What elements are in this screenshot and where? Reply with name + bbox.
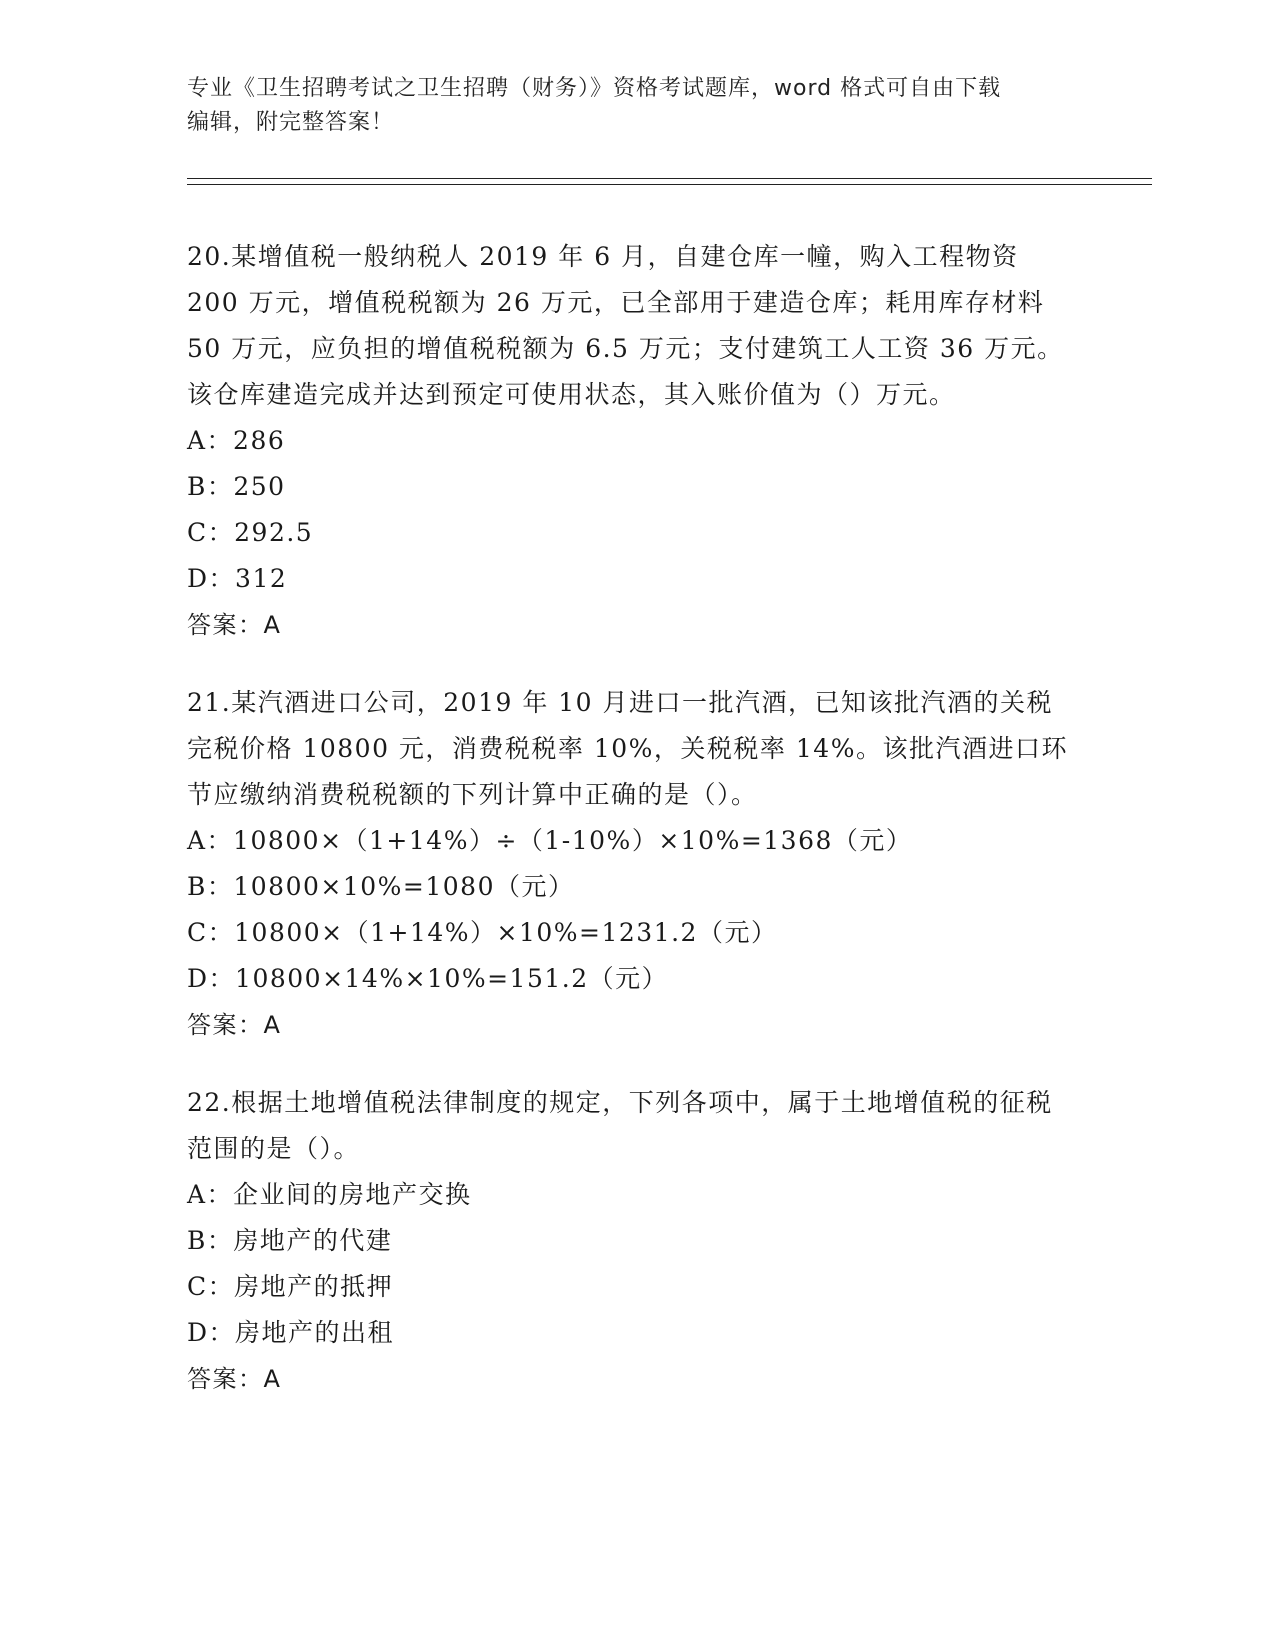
option-a: A：企业间的房地产交换 bbox=[187, 1180, 472, 1209]
question-stem: 21.某汽酒进口公司，2019 年 10 月进口一批汽酒，已知该批汽酒的关税完税价格 10800 元，消费税税率 10%，关税税率 14%。该批汽酒进口环节应缴纳消费税税额的下列计算中正确的是（）。 bbox=[187, 688, 1068, 809]
option-d: D：10800×14%×10%=151.2（元） bbox=[187, 964, 669, 993]
question-stem: 22.根据土地增值税法律制度的规定，下列各项中，属于土地增值税的征税范围的是（）。 bbox=[187, 1088, 1053, 1163]
question-21 bbox=[187, 680, 1077, 1048]
answer-line: 答案：A bbox=[187, 1011, 282, 1039]
page-header bbox=[187, 72, 1067, 140]
header-divider-bottom bbox=[187, 184, 1152, 185]
option-b: B：250 bbox=[187, 472, 286, 501]
option-b: B：10800×10%=1080（元） bbox=[187, 872, 575, 901]
question-22 bbox=[187, 1080, 1077, 1402]
option-d: D：房地产的出租 bbox=[187, 1318, 395, 1347]
question-20 bbox=[187, 234, 1077, 648]
option-a: A：10800×（1+14%）÷（1-10%）×10%=1368（元） bbox=[187, 826, 913, 855]
option-c: C：292.5 bbox=[187, 518, 314, 547]
option-a: A：286 bbox=[187, 426, 286, 455]
header-line-1: 专业《卫生招聘考试之卫生招聘（财务）》资格考试题库，word 格式可自由下载 bbox=[187, 76, 1002, 101]
option-c: C：房地产的抵押 bbox=[187, 1272, 394, 1301]
answer-line: 答案：A bbox=[187, 1365, 282, 1393]
question-stem: 20.某增值税一般纳税人 2019 年 6 月，自建仓库一幢，购入工程物资 200 万元，增值税税额为 26 万元，已全部用于建造仓库；耗用库存材料 50 万元，应负担的增值税税额为 6.5 万元；支付建筑工人工资 36 万元。该仓库建造完成并达到预定可使用状态，其入账价值为（）万元。 bbox=[187, 242, 1064, 409]
option-c: C：10800×（1+14%）×10%=1231.2（元） bbox=[187, 918, 778, 947]
answer-line: 答案：A bbox=[187, 611, 282, 639]
option-b: B：房地产的代建 bbox=[187, 1226, 393, 1255]
header-line-2: 编辑，附完整答案！ bbox=[187, 110, 395, 135]
option-d: D：312 bbox=[187, 564, 288, 593]
header-divider-top bbox=[187, 178, 1152, 179]
question-list bbox=[187, 234, 1077, 1434]
